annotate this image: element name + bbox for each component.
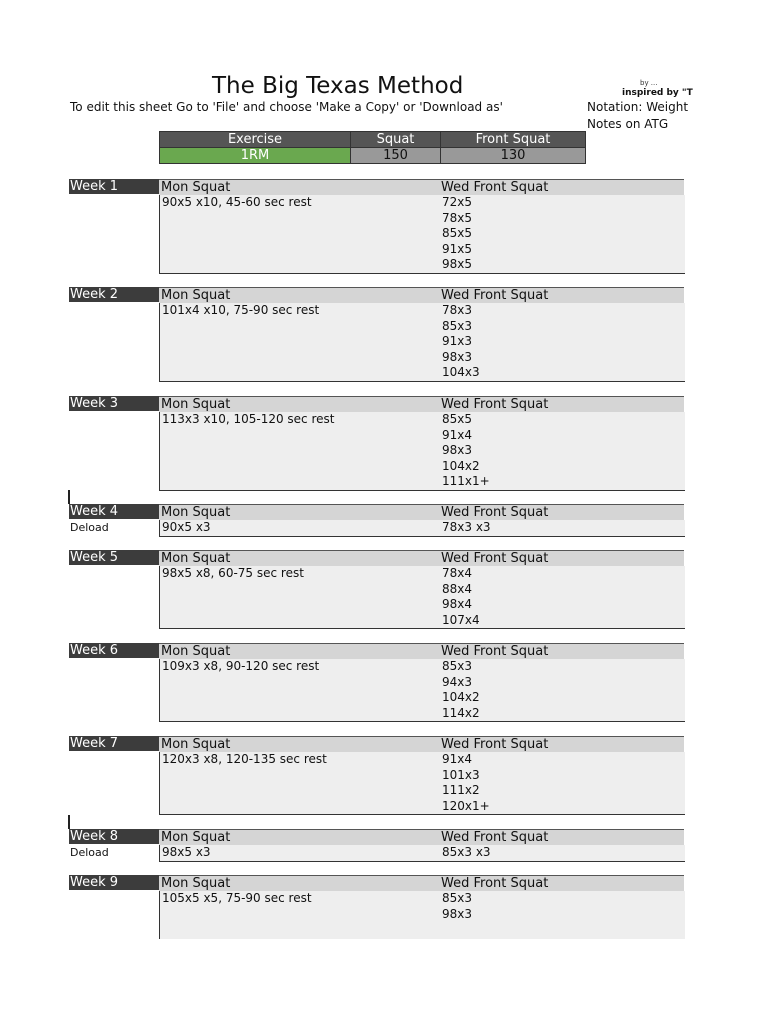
wed-front-squat-header: Wed Front Squat <box>441 876 549 891</box>
set-item: 98x3 <box>442 443 473 457</box>
week-header-row <box>159 396 684 412</box>
week-body <box>159 303 685 382</box>
wed-front-squat-sets <box>442 566 480 628</box>
week-label: Week 1 <box>69 179 160 194</box>
set-item: 85x3 x3 <box>442 845 491 859</box>
set-item: 78x5 <box>442 210 473 225</box>
set-item: 85x5 <box>442 226 473 240</box>
set-item: 104x2 <box>442 690 480 704</box>
wed-front-squat-sets <box>442 412 490 490</box>
wed-front-squat-sets <box>442 891 472 922</box>
author-credit: by ... <box>640 79 658 87</box>
week-label: Week 9 <box>69 875 160 890</box>
wed-front-squat-sets <box>442 520 491 536</box>
set-item: 91x3 <box>442 334 473 348</box>
mon-squat-header: Mon Squat <box>161 505 231 520</box>
week-body <box>159 891 685 939</box>
set-item: 98x3 <box>442 906 473 921</box>
mon-squat-prescription: 90x5 x10, 45-60 sec rest <box>162 195 312 209</box>
wed-front-squat-header: Wed Front Squat <box>441 288 549 303</box>
set-item: 114x2 <box>442 705 480 720</box>
week-body <box>159 752 685 815</box>
set-item: 85x3 <box>442 891 473 905</box>
set-item: 85x5 <box>442 412 473 426</box>
week-label: Week 3 <box>69 396 160 411</box>
mon-squat-prescription: 109x3 x8, 90-120 sec rest <box>162 659 320 673</box>
wed-front-squat-sets <box>442 303 480 381</box>
mon-squat-prescription: 98x5 x8, 60-75 sec rest <box>162 566 304 580</box>
mon-squat-header: Mon Squat <box>161 180 231 195</box>
week-label: Week 6 <box>69 643 160 658</box>
set-item: 78x3 x3 <box>442 520 491 534</box>
week-body <box>159 845 685 862</box>
week-body <box>159 566 685 629</box>
week-header-row <box>159 736 684 752</box>
wed-front-squat-header: Wed Front Squat <box>441 737 549 752</box>
mon-squat-prescription: 90x5 x3 <box>162 520 211 534</box>
set-item: 88x4 <box>442 581 473 596</box>
wed-front-squat-header: Wed Front Squat <box>441 505 549 520</box>
edit-instructions: To edit this sheet Go to 'File' and choose 'Make a Copy' or 'Download as' <box>70 100 503 114</box>
deload-note: Deload <box>70 521 109 534</box>
week-body <box>159 659 685 722</box>
wed-front-squat-header: Wed Front Squat <box>441 397 549 412</box>
set-item: 85x3 <box>442 659 473 673</box>
week-header-row <box>159 829 684 845</box>
mon-squat-header: Mon Squat <box>161 397 231 412</box>
mon-squat-prescription: 105x5 x5, 75-90 sec rest <box>162 891 312 905</box>
mon-squat-header: Mon Squat <box>161 288 231 303</box>
set-item: 111x1+ <box>442 474 490 488</box>
one-rep-max-table <box>159 131 586 164</box>
set-item: 91x5 <box>442 241 473 256</box>
page-title: The Big Texas Method <box>212 73 464 99</box>
inspired-by-note: inspired by "T <box>622 88 693 98</box>
mon-squat-prescription: 113x3 x10, 105-120 sec rest <box>162 412 335 426</box>
set-item: 91x4 <box>442 752 473 766</box>
set-item: 104x2 <box>442 458 480 473</box>
week-label: Week 8 <box>69 829 160 844</box>
week-body <box>159 195 685 274</box>
wed-front-squat-sets <box>442 659 480 721</box>
mon-squat-header: Mon Squat <box>161 737 231 752</box>
week-header-row <box>159 179 684 195</box>
week-header-row <box>159 643 684 659</box>
front-squat-1rm-input[interactable]: 130 <box>441 148 586 164</box>
week-header-row <box>159 875 684 891</box>
week-header-row <box>159 287 684 303</box>
rm-value-row <box>160 148 586 164</box>
set-item: 104x3 <box>442 365 480 379</box>
rm-label-cell: 1RM <box>160 148 351 164</box>
week-label: Week 7 <box>69 736 160 751</box>
notes-on-atg: Notes on ATG <box>587 117 669 131</box>
mon-squat-prescription: 98x5 x3 <box>162 845 211 859</box>
squat-1rm-input[interactable]: 150 <box>351 148 441 164</box>
deload-bracket <box>68 490 70 504</box>
set-item: 78x3 <box>442 303 473 317</box>
set-item: 98x3 <box>442 349 473 364</box>
mon-squat-header: Mon Squat <box>161 551 231 566</box>
set-item: 72x5 <box>442 195 473 209</box>
mon-squat-header: Mon Squat <box>161 830 231 845</box>
week-body <box>159 412 685 491</box>
deload-bracket <box>68 815 70 829</box>
mon-squat-prescription: 120x3 x8, 120-135 sec rest <box>162 752 327 766</box>
wed-front-squat-sets <box>442 195 472 273</box>
week-header-row <box>159 504 684 520</box>
week-label: Week 2 <box>69 287 160 302</box>
mon-squat-prescription: 101x4 x10, 75-90 sec rest <box>162 303 320 317</box>
wed-front-squat-header: Wed Front Squat <box>441 644 549 659</box>
set-item: 111x2 <box>442 783 480 797</box>
mon-squat-header: Mon Squat <box>161 644 231 659</box>
rm-header-exercise: Exercise <box>160 132 351 148</box>
wed-front-squat-header: Wed Front Squat <box>441 830 549 845</box>
set-item: 107x4 <box>442 612 480 627</box>
set-item: 98x4 <box>442 597 473 611</box>
set-item: 85x3 <box>442 318 473 333</box>
wed-front-squat-sets <box>442 845 491 861</box>
set-item: 120x1+ <box>442 798 490 813</box>
week-label: Week 4 <box>69 504 160 519</box>
week-label: Week 5 <box>69 550 160 565</box>
deload-note: Deload <box>70 846 109 859</box>
week-header-row <box>159 550 684 566</box>
set-item: 98x5 <box>442 257 473 271</box>
rm-header-squat: Squat <box>351 132 441 148</box>
wed-front-squat-sets <box>442 752 490 814</box>
week-body <box>159 520 685 537</box>
set-item: 94x3 <box>442 674 473 689</box>
wed-front-squat-header: Wed Front Squat <box>441 180 549 195</box>
set-item: 101x3 <box>442 767 480 782</box>
set-item: 91x4 <box>442 427 473 442</box>
set-item: 78x4 <box>442 566 473 580</box>
notation-note: Notation: Weight <box>587 100 689 114</box>
wed-front-squat-header: Wed Front Squat <box>441 551 549 566</box>
rm-header-front-squat: Front Squat <box>441 132 586 148</box>
mon-squat-header: Mon Squat <box>161 876 231 891</box>
rm-header-row <box>160 132 586 148</box>
